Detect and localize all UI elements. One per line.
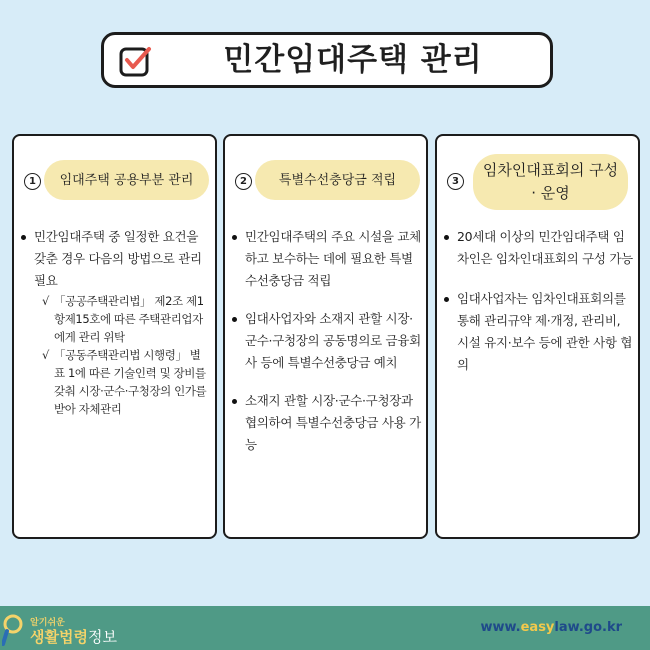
card-item-list (231, 226, 422, 472)
sub-item-text: 「공공주택관리법」 제2조 제1항제15호에 따른 주택관리업자에게 관리 위탁 (54, 294, 204, 344)
logo-tagline: 알기쉬운 (30, 618, 65, 628)
checkbox-icon (118, 43, 154, 79)
sub-item-text: 「공동주택관리법 시행령」 별표 1에 따른 기술인력 및 장비를 갖춰 시장·군수·구청장의 인가를 받아 자체관리 (54, 348, 207, 416)
card-item-list (443, 226, 634, 394)
card-header (20, 154, 209, 216)
bullet-text: 민간임대주택 중 일정한 요건을 갖춘 경우 다음의 방법으로 관리 필요 (34, 229, 202, 288)
site-url-link[interactable] (480, 620, 622, 635)
url-highlight: easy (520, 620, 555, 635)
page-title: 민간임대주택 관리 (223, 42, 483, 78)
url-suffix: law.go.kr (554, 620, 622, 635)
check-mark-icon: √ (42, 348, 49, 362)
card-header (443, 154, 632, 216)
step-number: 3 (447, 173, 464, 190)
sub-item (34, 346, 211, 418)
card-heading: 임차인대표회의 구성 · 운영 (473, 154, 628, 210)
bullet-item (20, 226, 211, 418)
card-tenant-council (435, 134, 640, 539)
logo-main-text: 생활법령 (30, 628, 88, 646)
url-prefix: www. (480, 620, 521, 635)
sub-item (34, 292, 211, 346)
step-number: 1 (24, 173, 41, 190)
logo-suffix-text: 정보 (87, 628, 117, 646)
card-common-area (12, 134, 217, 539)
card-heading: 특별수선충당금 적립 (255, 160, 420, 200)
card-item-list (20, 226, 211, 418)
card-header (231, 154, 420, 216)
step-number: 2 (235, 173, 252, 190)
check-mark-icon: √ (42, 294, 49, 308)
card-heading: 임대주택 공용부분 관리 (44, 160, 209, 200)
card-repair-reserve (223, 134, 428, 539)
bullet-item: 민간임대주택의 주요 시설을 교체하고 보수하는 데에 필요한 특별수선충당금 적립 (231, 226, 422, 292)
bullet-item: 임대사업자는 임차인대표회의를 통해 관리규약 제·개정, 관리비, 시설 유지·보수 등에 관한 사항 협의 (443, 288, 634, 376)
logo-wordmark (30, 626, 117, 647)
bullet-item: 임대사업자와 소재지 관할 시장·군수·구청장의 공동명의로 금융회사 등에 특별수선충당금 예치 (231, 308, 422, 374)
bullet-item: 20세대 이상의 민간임대주택 임차인은 임차인대표회의 구성 가능 (443, 226, 634, 270)
magnifier-logo-icon (2, 612, 24, 646)
bullet-item: 소재지 관할 시장·군수·구청장과 협의하여 특별수선충당금 사용 가능 (231, 390, 422, 456)
footer-bar (0, 606, 650, 650)
title-banner (101, 32, 553, 88)
